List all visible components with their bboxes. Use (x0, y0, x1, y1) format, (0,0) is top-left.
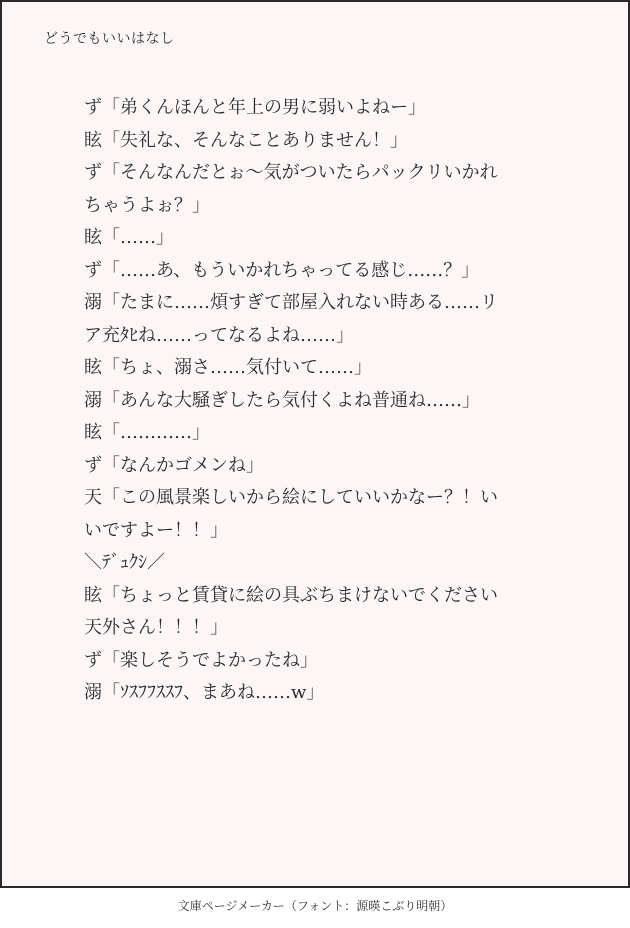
text-line: いですよー！！」 (84, 519, 228, 541)
text-line: ア充ﾀﾋね……ってなるよね……」 (84, 324, 354, 346)
body-text (84, 92, 550, 710)
text-line: 溺「ｿｽﾌﾌｽｽﾌ、まあね……w」 (84, 682, 325, 703)
text-line: 天外さん！！！」 (84, 617, 228, 638)
text-line: ＼ﾃﾞｭｸｼ／ (84, 552, 165, 573)
text-line: ず「楽しそうでよかったね」 (84, 649, 318, 671)
text-line: 眩「…………」 (84, 422, 210, 443)
text-line: 眩「失礼な、そんなことありません！」 (84, 129, 408, 151)
text-line: 天「この風景楽しいから絵にしていいかなー？！い (84, 487, 498, 508)
text-line: 溺「あんな大騒ぎしたら気付くよね普通ね……」 (84, 389, 480, 411)
text-line: 眩「ちょ、溺さ……気付いて……」 (84, 357, 372, 378)
page-title: どうでもいいはなし (44, 31, 175, 47)
text-line: ず「なんかゴメンね」 (84, 454, 264, 476)
text-line: 溺「たまに……煩すぎて部屋入れない時ある……リ (84, 292, 498, 313)
text-line: 眩「……」 (84, 227, 174, 248)
text-line: ちゃうよぉ？」 (84, 194, 210, 216)
footer-credit: 文庫ページメーカー（フォント：源暎こぶり明朝） (177, 899, 453, 913)
text-line: ず「弟くんほんと年上の男に弱いよねー」 (84, 97, 426, 118)
text-line: ず「そんなんだとぉ〜気がついたらパックリいかれ (84, 162, 498, 183)
text-line: ず「……あ、もういかれちゃってる感じ……？」 (84, 259, 480, 281)
text-line: 眩「ちょっと賃貸に絵の具ぶちまけないでください (84, 584, 498, 606)
